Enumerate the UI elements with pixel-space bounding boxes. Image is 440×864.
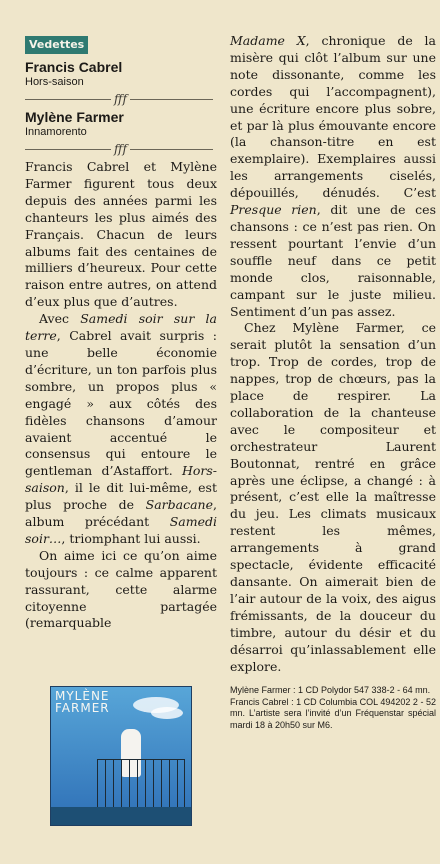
- separator: [25, 141, 217, 157]
- cover-title: MYLÈNE FARMER: [55, 689, 110, 715]
- left-column: [25, 33, 217, 631]
- rubric-label: Vedettes: [25, 36, 88, 54]
- album-cover-image: [50, 686, 192, 826]
- title-hors-saison: Hors-saison: [25, 463, 217, 496]
- paragraph-praise-continued: Madame X, chronique de la misère qui clôt l’album sur une note dissonante, comme les cordes qui l’accompagnent), une écriture encore plus sobre, et par là plus émouvante encore (la chanson-titre en est exemplaire). Exemplaires aussi les arrangements ciselés, dépouillés, dénudés. C’est Presque rien, dit une de ces chansons : ce n’est pas rien. On ressent pourtant l’envie d’un souffle neuf dans ce petit monde clos, raisonnable, campant sur le juste milieu. Sentiment d’un pas assez.: [230, 33, 436, 319]
- title-madame-x: Madame X: [230, 33, 306, 48]
- credit-farmer: Mylène Farmer : 1 CD Polydor 547 338-2 - 64 mn.: [230, 685, 431, 696]
- separator-glyph: fff: [111, 141, 130, 157]
- paragraph-farmer: Chez Mylène Farmer, ce serait plutôt la sensation d’un trop. Trop de cordes, trop de nappes, trop de chœurs, pas la place de respirer. La collaboration de la chanteuse avec le compositeur et orchestrateur Laurent Boutonnat, rentré en grâce après une éclipse, a changé : à présent, c’est elle la maîtresse du jeu. Les climats musicaux restent les mêmes, arrangements à grand spectacle, évidente efficacité dansante. On aimerait bien de l’air autour de la voix, des aigus frémissants, de la douceur du timbre, autour du désir et du désarroi qu’inlassablement elle explore.: [230, 320, 436, 674]
- review-artist-farmer: Mylène Farmer: [25, 109, 124, 125]
- credits-block: [230, 685, 436, 731]
- paragraph-praise: On aime ici ce qu’on aime toujours : ce calme apparent rassurant, cette alarme citoyenne partagée (remarquable: [25, 547, 217, 631]
- separator-glyph: fff: [111, 91, 130, 107]
- paragraph-intro: Francis Cabrel et Mylène Farmer figurent tous deux depuis des années parmi les chanteurs les plus aimés des Français. Chacun de leurs albums fait des centaines de milliers d’heureux. Pour cette raison entre autres, on attend d’eux plus que d’autres.: [25, 159, 217, 310]
- title-sarbacane: Sarbacane: [145, 497, 214, 513]
- review-album-cabrel: Hors-saison: [25, 76, 84, 88]
- sea-band: [51, 807, 191, 825]
- separator: [25, 91, 217, 107]
- review-album-farmer: Innamorento: [25, 126, 87, 138]
- review-artist-cabrel: Francis Cabrel: [25, 59, 123, 75]
- title-samedi-soir: Samedi soir sur la terre: [25, 311, 217, 344]
- title-samedi-soir-short: Samedi soir…: [25, 514, 217, 546]
- right-column: [230, 33, 436, 731]
- title-presque-rien: Presque rien: [230, 202, 317, 218]
- paragraph-cabrel: Avec Samedi soir sur la terre, Cabrel avait surpris : une belle économie d’écriture, un ton parfois plus sombre, un propos plus « engagé » aux côtés des fidèles chansons d’amour avaient accentué le consensus qui entoure le gentleman d’Astaffort. Hors-saison, il le dit lui-même, est plus proche de Sarbacane, album précédant Samedi soir…, triomphant lui aussi.: [25, 311, 217, 546]
- credit-cabrel: Francis Cabrel : 1 CD Columbia COL 494202 2 - 52 mn. L’artiste sera l’invité d’un Fréquenstar spécial mardi 18 à 20h50 sur M6.: [230, 696, 436, 730]
- cage-graphic: [97, 759, 185, 811]
